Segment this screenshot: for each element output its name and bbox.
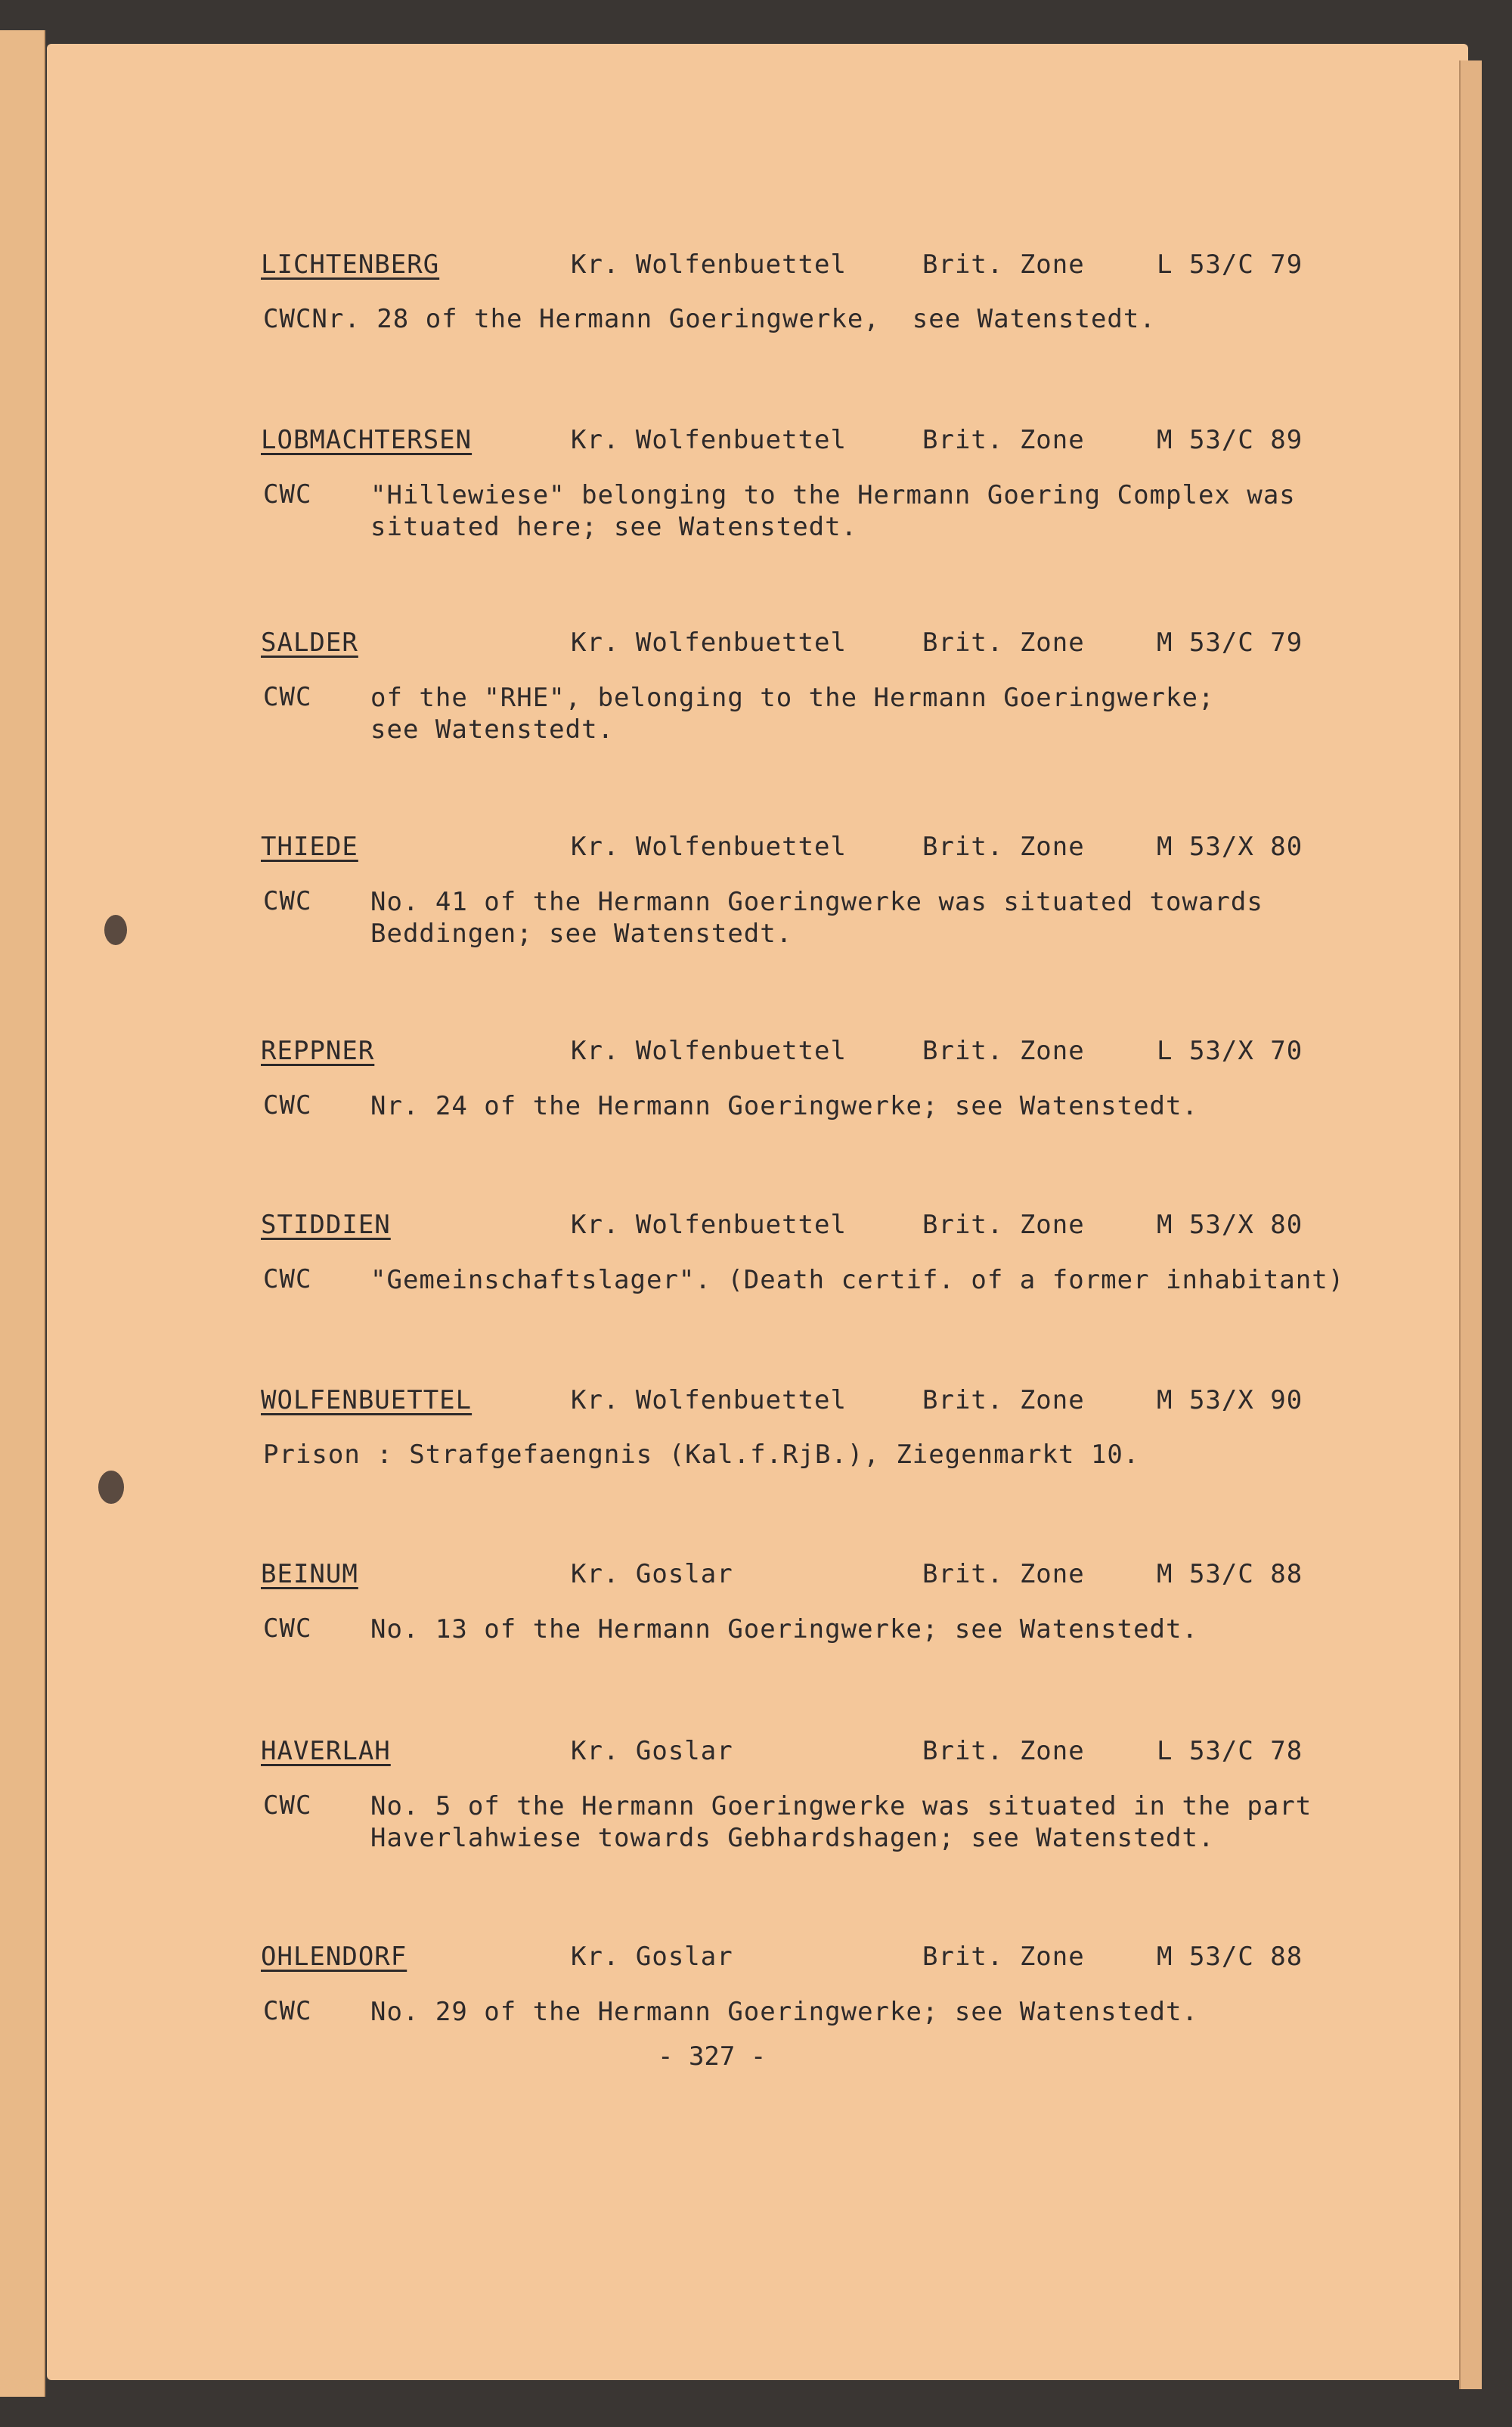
zone: Brit. Zone [922,1942,1085,1972]
zone: Brit. Zone [922,1210,1085,1240]
grid-reference: M 53/X 80 [1157,1210,1303,1240]
entry-code: CWC [263,479,312,510]
district: Kr. Goslar [571,1559,733,1589]
grid-reference: M 53/X 90 [1157,1385,1303,1415]
zone: Brit. Zone [922,1385,1085,1415]
place-name: LICHTENBERG [261,250,440,280]
page-stack-edge [1459,60,1482,2389]
facing-page-edge [0,30,45,2397]
grid-reference: M 53/C 79 [1157,628,1303,658]
entry-description: "Hillewiese" belonging to the Hermann Goering Complex was situated here; see Watenstedt. [370,480,1296,542]
district: Kr. Wolfenbuettel [571,250,847,280]
entry-description: of the "RHE", belonging to the Hermann Goeringwerke; see Watenstedt. [370,683,1215,745]
entry-code: CWCNr. 28 of the Hermann Goeringwerke, see Watenstedt. [263,304,1156,334]
place-name: BEINUM [261,1559,358,1589]
district: Kr. Wolfenbuettel [571,425,847,455]
place-name: LOBMACHTERSEN [261,425,472,455]
entry-description: No. 13 of the Hermann Goeringwerke; see Watenstedt. [370,1614,1198,1644]
zone: Brit. Zone [922,250,1085,280]
entry-description: "Gemeinschaftslager". (Death certif. of a former inhabitant) [370,1265,1345,1295]
entry-code: CWC [263,1264,312,1294]
entry-code: CWC [263,1790,312,1821]
zone: Brit. Zone [922,1559,1085,1589]
grid-reference: L 53/C 78 [1157,1736,1303,1766]
zone: Brit. Zone [922,832,1085,862]
entry-code: CWC [263,682,312,712]
place-name: OHLENDORF [261,1942,407,1972]
place-name: SALDER [261,628,358,658]
district: Kr. Wolfenbuettel [571,1036,847,1066]
district: Kr. Wolfenbuettel [571,832,847,862]
place-name: WOLFENBUETTEL [261,1385,472,1415]
place-name: STIDDIEN [261,1210,391,1240]
grid-reference: M 53/X 80 [1157,832,1303,862]
entry-code: CWC [263,886,312,916]
district: Kr. Wolfenbuettel [571,1210,847,1240]
zone: Brit. Zone [922,1036,1085,1066]
grid-reference: M 53/C 88 [1157,1942,1303,1972]
grid-reference: L 53/X 70 [1157,1036,1303,1066]
district: Kr. Goslar [571,1942,733,1972]
grid-reference: L 53/C 79 [1157,250,1303,280]
entry-description: No. 5 of the Hermann Goeringwerke was situated in the part Haverlahwiese towards Gebhardshagen; see Watenstedt. [370,1791,1312,1853]
zone: Brit. Zone [922,425,1085,455]
entry-description: Nr. 24 of the Hermann Goeringwerke; see Watenstedt. [370,1091,1198,1121]
place-name: HAVERLAH [261,1736,391,1766]
grid-reference: M 53/C 88 [1157,1559,1303,1589]
entry-description: No. 41 of the Hermann Goeringwerke was situated towards Beddingen; see Watenstedt. [370,887,1263,949]
entry-description: No. 29 of the Hermann Goeringwerke; see Watenstedt. [370,1997,1198,2027]
entry-code: Prison : Strafgefaengnis (Kal.f.RjB.), Ziegenmarkt 10. [263,1440,1140,1470]
entry-code: CWC [263,1090,312,1121]
zone: Brit. Zone [922,628,1085,658]
district: Kr. Wolfenbuettel [571,628,847,658]
entry-code: CWC [263,1996,312,2026]
page-number: - 327 - [658,2041,767,2072]
place-name: THIEDE [261,832,358,862]
paper-damage-mark [104,915,127,945]
zone: Brit. Zone [922,1736,1085,1766]
district: Kr. Wolfenbuettel [571,1385,847,1415]
entry-code: CWC [263,1613,312,1644]
grid-reference: M 53/C 89 [1157,425,1303,455]
district: Kr. Goslar [571,1736,733,1766]
paper-damage-mark [98,1471,124,1504]
place-name: REPPNER [261,1036,375,1066]
